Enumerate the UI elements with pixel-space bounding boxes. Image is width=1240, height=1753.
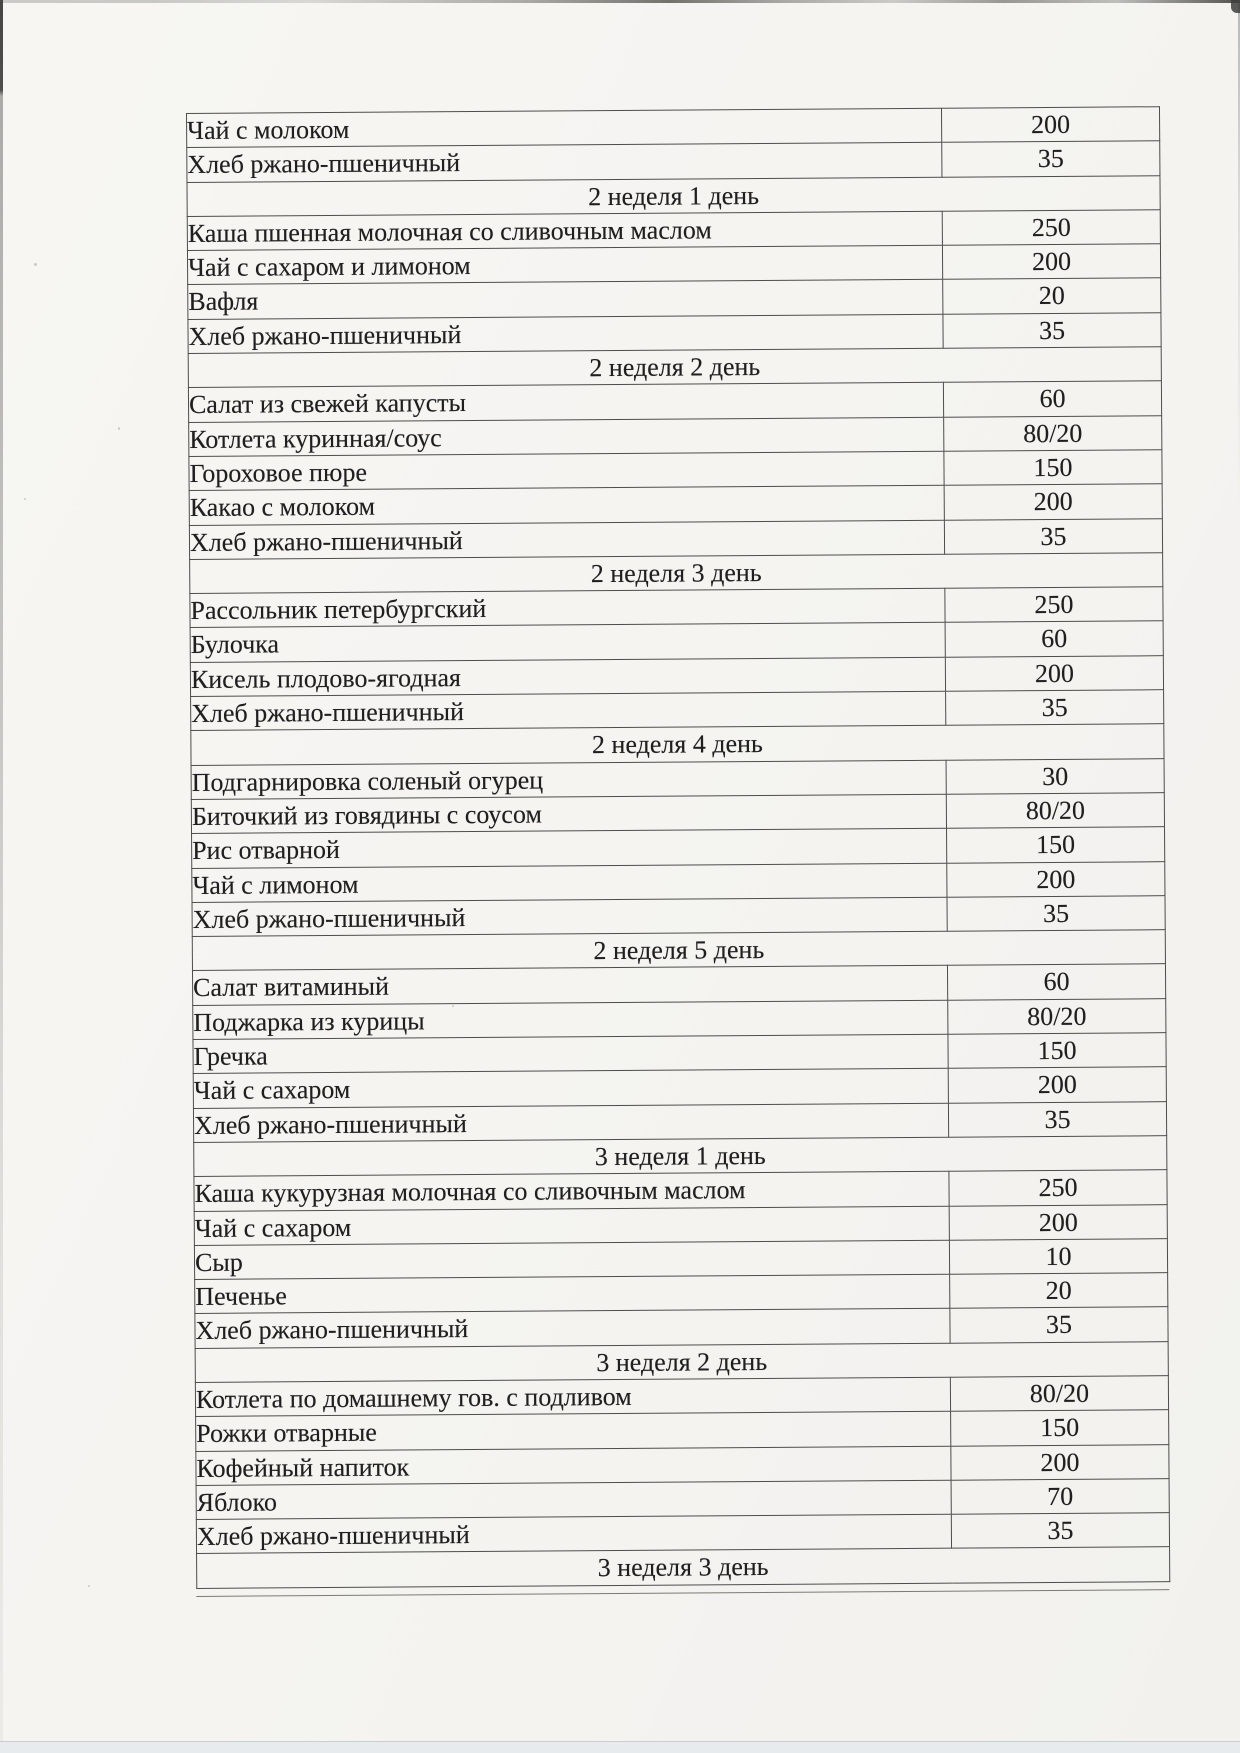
dish-name-cell: Котлета куринная/соус xyxy=(189,417,944,457)
dish-name-cell: Вафля xyxy=(188,280,943,320)
dish-name-cell: Кисель плодово-ягодная xyxy=(190,657,945,697)
dish-name-cell: Печенье xyxy=(195,1274,950,1314)
dish-name-cell: Хлеб ржано-пшеничный xyxy=(191,691,946,731)
scan-left-edge-artifact xyxy=(0,0,3,1753)
dish-name-cell: Поджарка из курицы xyxy=(193,1000,948,1040)
portion-size-cell: 35 xyxy=(943,312,1161,348)
portion-size-cell: 80/20 xyxy=(946,793,1164,829)
dish-name-cell: Чай с лимоном xyxy=(192,863,947,903)
section-label-cell: 2 неделя 2 день xyxy=(188,347,1161,388)
portion-size-cell: 35 xyxy=(944,518,1162,554)
portion-size-cell: 30 xyxy=(946,758,1164,794)
portion-size-cell: 250 xyxy=(942,210,1160,246)
portion-size-cell: 35 xyxy=(946,690,1164,726)
portion-size-cell: 250 xyxy=(949,1170,1167,1206)
portion-size-cell: 20 xyxy=(950,1273,1168,1309)
portion-size-cell: 60 xyxy=(945,621,1163,657)
dish-name-cell: Хлеб ржано-пшеничный xyxy=(196,1514,951,1554)
scan-speck xyxy=(24,498,26,500)
dish-name-cell: Салат из свежей капусты xyxy=(188,383,943,423)
dish-name-cell: Хлеб ржано-пшеничный xyxy=(188,314,943,354)
dish-name-cell: Биточкий из говядины с соусом xyxy=(191,794,946,834)
scan-speck xyxy=(34,263,37,266)
portion-size-cell: 35 xyxy=(950,1307,1168,1343)
section-label-cell: 2 неделя 4 день xyxy=(191,724,1164,765)
portion-size-cell: 250 xyxy=(945,587,1163,623)
dish-name-cell: Рожки отварные xyxy=(196,1411,951,1451)
portion-size-cell: 200 xyxy=(948,1067,1166,1103)
portion-size-cell: 200 xyxy=(944,484,1162,520)
dish-name-cell: Хлеб ржано-пшеничный xyxy=(189,520,944,560)
portion-size-cell: 150 xyxy=(951,1410,1169,1446)
dish-name-cell: Гороховое пюре xyxy=(189,451,944,491)
portion-size-cell: 35 xyxy=(951,1513,1169,1549)
dish-name-cell: Чай с сахаром и лимоном xyxy=(187,245,942,285)
section-label-cell: 2 неделя 5 день xyxy=(192,930,1165,971)
dish-name-cell: Каша пшенная молочная со сливочным маслом xyxy=(187,211,942,251)
scan-top-edge-artifact xyxy=(0,0,1240,3)
portion-size-cell: 35 xyxy=(948,1101,1166,1137)
portion-size-cell: 60 xyxy=(943,381,1161,417)
dish-name-cell: Кофейный напиток xyxy=(196,1446,951,1486)
scan-corner-mark xyxy=(1231,0,1240,13)
dish-name-cell: Котлета по домашнему гов. с подливом xyxy=(195,1377,950,1417)
scan-ghost-line-artifact xyxy=(196,1589,1169,1597)
scan-speck xyxy=(88,1585,90,1587)
section-label-cell: 3 неделя 2 день xyxy=(195,1341,1168,1382)
dish-name-cell: Хлеб ржано-пшеничный xyxy=(192,897,947,937)
portion-size-cell: 70 xyxy=(951,1479,1169,1515)
dish-name-cell: Рассольник петербургский xyxy=(190,588,945,628)
dish-name-cell: Рис отварной xyxy=(192,828,947,868)
dish-name-cell: Чай с молоком xyxy=(187,108,942,148)
scan-bottom-strip xyxy=(0,1741,1240,1753)
portion-size-cell: 200 xyxy=(942,244,1160,280)
portion-size-cell: 80/20 xyxy=(950,1376,1168,1412)
portion-size-cell: 200 xyxy=(945,655,1163,691)
portion-size-cell: 10 xyxy=(949,1238,1167,1274)
dish-name-cell: Хлеб ржано-пшеничный xyxy=(193,1103,948,1143)
portion-size-cell: 150 xyxy=(944,450,1162,486)
dish-name-cell: Подгарнировка соленый огурец xyxy=(191,760,946,800)
portion-size-cell: 150 xyxy=(948,1033,1166,1069)
portion-size-cell: 150 xyxy=(947,827,1165,863)
dish-name-cell: Чай с сахаром xyxy=(194,1206,949,1246)
dish-name-cell: Салат витаминый xyxy=(192,966,947,1006)
portion-size-cell: 200 xyxy=(941,107,1159,143)
dish-name-cell: Булочка xyxy=(190,623,945,663)
dish-name-cell: Каша кукурузная молочная со сливочным маслом xyxy=(194,1171,949,1211)
section-label-cell: 2 неделя 3 день xyxy=(190,553,1163,594)
dish-name-cell: Сыр xyxy=(194,1240,949,1280)
portion-size-cell: 35 xyxy=(942,141,1160,177)
dish-name-cell: Хлеб ржано-пшеничный xyxy=(195,1309,950,1349)
dish-name-cell: Чай с сахаром xyxy=(193,1069,948,1109)
scan-speck xyxy=(118,427,120,430)
section-label-cell: 2 неделя 1 день xyxy=(187,175,1160,216)
portion-size-cell: 200 xyxy=(947,861,1165,897)
dish-name-cell: Яблоко xyxy=(196,1480,951,1520)
week-day-section-row xyxy=(197,1547,1170,1588)
dish-name-cell: Гречка xyxy=(193,1034,948,1074)
portion-size-cell: 35 xyxy=(947,896,1165,932)
portion-size-cell: 60 xyxy=(947,964,1165,1000)
dish-name-cell: Какао с молоком xyxy=(189,485,944,525)
portion-size-cell: 200 xyxy=(949,1204,1167,1240)
section-label-cell: 3 неделя 3 день xyxy=(197,1547,1170,1588)
portion-size-cell: 200 xyxy=(951,1444,1169,1480)
menu-table xyxy=(186,106,1170,1589)
menu-table-wrapper xyxy=(186,106,1169,1597)
portion-size-cell: 80/20 xyxy=(944,415,1162,451)
portion-size-cell: 80/20 xyxy=(948,998,1166,1034)
dish-name-cell: Хлеб ржано-пшеничный xyxy=(187,143,942,183)
section-label-cell: 3 неделя 1 день xyxy=(194,1136,1167,1177)
portion-size-cell: 20 xyxy=(943,278,1161,314)
